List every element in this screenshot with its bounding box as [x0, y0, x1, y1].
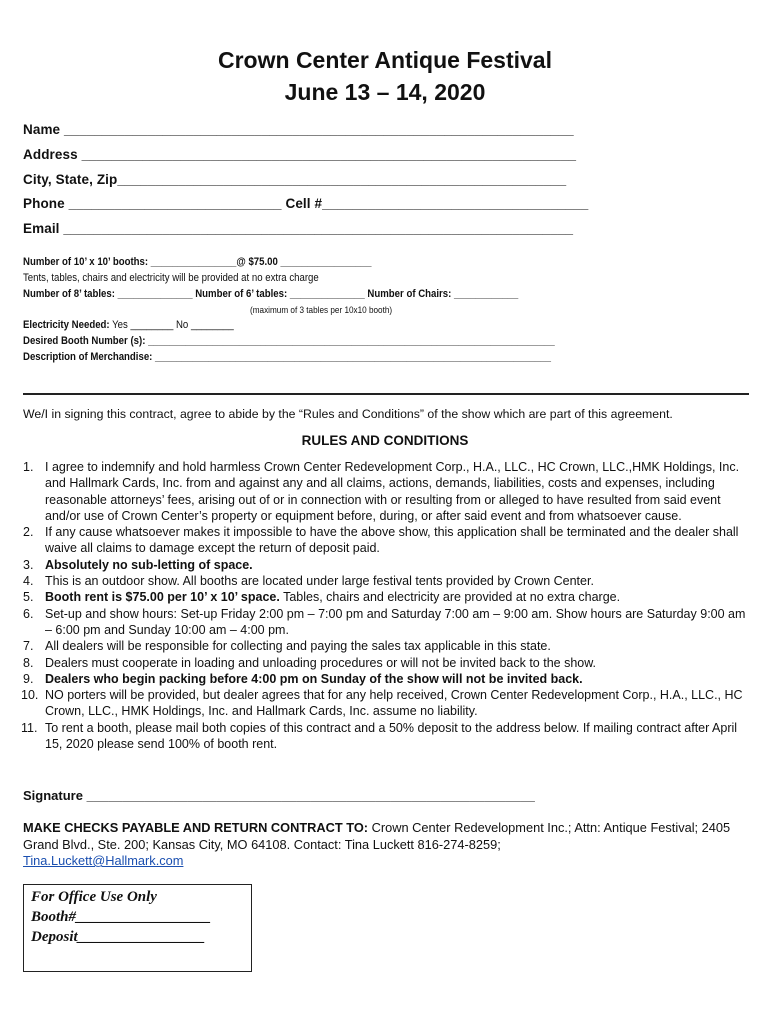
booths-count-label: Number of 10’ x 10’ booths: ________________@ $75.00 _________________	[23, 256, 372, 268]
rule-text: If any cause whatsoever makes it impossible to have the above show, this application shall be terminated and the dealer shall waive all claims to damage except the return of deposit paid.	[45, 525, 739, 556]
office-booth-field[interactable]: Booth#__________________	[31, 909, 212, 925]
desired-booth-label: Desired Booth Number (s): ____________________________________________________________________________	[23, 335, 555, 347]
rule-text: Tables, chairs and electricity are provided at no extra charge.	[279, 590, 621, 605]
agreement-text: We/I in signing this contract, agree to abide by the “Rules and Conditions” of the show which are part of this agreement.	[23, 407, 673, 421]
name-field[interactable]: Name ___________________________________________________________________	[23, 122, 574, 137]
rule-number: 5.	[23, 590, 34, 605]
rule-number: 3.	[23, 557, 34, 572]
rule-item	[23, 671, 751, 687]
desired-booth-field[interactable]	[23, 335, 555, 347]
electricity-options: Yes ________ No ________	[109, 319, 234, 331]
form-dates: June 13 – 14, 2020	[284, 79, 486, 105]
signature-field[interactable]: Signature ______________________________________________________________	[23, 788, 535, 803]
merchandise-label: Description of Merchandise: __________________________________________________________________________	[23, 351, 552, 363]
office-use-title: For Office Use Only	[31, 889, 157, 905]
address-field[interactable]: Address _________________________________________________________________	[23, 147, 577, 162]
rule-item	[23, 557, 751, 573]
rule-item	[23, 573, 751, 589]
rule-item	[23, 459, 751, 524]
rule-bold-text: Absolutely no sub-letting of space.	[45, 557, 253, 572]
payable-instructions	[23, 820, 733, 870]
rules-list	[23, 459, 751, 752]
rule-item	[23, 524, 751, 557]
rule-number: 4.	[23, 574, 34, 589]
rule-item	[23, 606, 751, 639]
provided-note: Tents, tables, chairs and electricity will be provided at no extra charge	[23, 272, 319, 284]
rule-text: I agree to indemnify and hold harmless Crown Center Redevelopment Corp., H.A., LLC., HC Crown, LLC.,HMK Holdings, Inc. and Hallmark Cards, Inc. from and against any and all claims, actions, demands, liabilities, costs and expenses, including reasonable attorneys’ fees, arising out of or in connection with or resulting from or alleged to have resulted from said event and/or use of Crown Center’s property or equipment before, during, or after said event and from whatsoever cause.	[45, 460, 740, 523]
rules-heading: RULES AND CONDITIONS	[301, 433, 469, 448]
rule-number: 10.	[21, 688, 39, 703]
max-tables-note: (maximum of 3 tables per 10x10 booth)	[250, 305, 393, 316]
rule-bold-text: Booth rent is $75.00 per 10’ x 10’ space.	[45, 590, 280, 605]
city-state-zip-field[interactable]: City, State, Zip___________________________________________________________	[23, 172, 567, 187]
rule-number: 2.	[23, 525, 34, 540]
merchandise-field[interactable]	[23, 351, 551, 363]
tables-chairs-label: Number of 8’ tables: ______________ Number of 6’ tables: ______________ Number of Chairs: ____________	[23, 288, 519, 300]
rule-item	[23, 589, 751, 605]
office-use-box	[23, 884, 252, 972]
payable-address: Crown Center Redevelopment Inc.; Attn: Antique Festival; 2405 Grand Blvd., Ste. 200; Kansas City, MO 64108. Contact: Tina Luckett 816-274-8259;	[23, 820, 731, 852]
rule-number: 7.	[23, 639, 34, 654]
booths-count-field[interactable]	[23, 256, 372, 268]
rule-item	[23, 720, 751, 753]
rule-item	[23, 655, 751, 671]
electricity-field[interactable]	[23, 319, 234, 331]
rule-text: Set-up and show hours: Set-up Friday 2:00 pm – 7:00 pm and Saturday 7:00 am – 9:00 am. Show hours are Saturday 9:00 am – 6:00 pm and Sunday 10:00 am – 4:00 pm.	[45, 606, 746, 637]
rule-number: 9.	[23, 671, 34, 686]
rule-item	[23, 638, 751, 654]
rule-number: 11.	[21, 720, 38, 735]
rule-number: 6.	[23, 606, 34, 621]
rule-text: All dealers will be responsible for collecting and paying the sales tax applicable in this state.	[45, 639, 551, 654]
rule-item	[23, 687, 751, 720]
section-divider	[23, 393, 749, 395]
contact-email-link[interactable]: Tina.Luckett@Hallmark.com	[23, 853, 184, 868]
form-title: Crown Center Antique Festival	[218, 47, 552, 73]
electricity-label: Electricity Needed:	[23, 319, 110, 331]
phone-cell-field[interactable]: Phone ____________________________ Cell #___________________________________	[23, 196, 589, 211]
rule-text: Dealers must cooperate in loading and unloading procedures or will not be invited back to the show.	[45, 655, 597, 670]
rule-text: To rent a booth, please mail both copies of this contract and a 50% deposit to the address below. If mailing contract after April 15, 2020 please send 100% of booth rent.	[45, 720, 738, 752]
rule-text: This is an outdoor show. All booths are located under large festival tents provided by Crown Center.	[45, 574, 594, 589]
tables-chairs-field[interactable]	[23, 288, 518, 300]
email-field[interactable]: Email ___________________________________________________________________	[23, 221, 574, 236]
rule-bold-text: Dealers who begin packing before 4:00 pm on Sunday of the show will not be invited back.	[45, 671, 583, 686]
payable-heading: MAKE CHECKS PAYABLE AND RETURN CONTRACT TO:	[23, 820, 369, 835]
rule-number: 1.	[23, 460, 34, 474]
rule-text: NO porters will be provided, but dealer agrees that for any help received, Crown Center Redevelopment Corp., H.A., LLC., HC Crown, LLC., HMK Holdings, Inc. and Hallmark Cards, Inc. assume no liability.	[45, 688, 743, 719]
rule-number: 8.	[23, 655, 34, 670]
office-deposit-field[interactable]: Deposit_________________	[31, 929, 206, 945]
